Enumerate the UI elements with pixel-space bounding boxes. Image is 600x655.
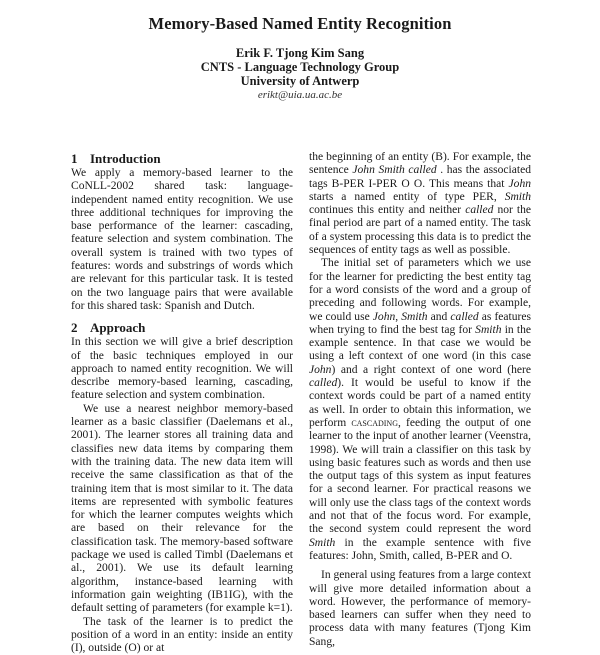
text-run: The initial set of parameters which we use for the learner for predicting the best entity tag for a word consists of the word and a group of preceding and following words. For example, we could use [309,257,531,322]
emphasis: Smith [475,324,501,336]
section-heading-approach [71,320,293,335]
author-email: erikt@uia.ua.ac.be [0,88,600,102]
section-heading-introduction [71,151,293,166]
text-run: the beginning of an entity (B). For example, the sentence [309,151,531,176]
text-run: in the example sentence. In that case we would be using a left context of one word (in this case [309,324,531,363]
approach-paragraph-1: In this section we will give a brief description of the basic techniques employed in our approach to named entity recognition. We will describe memory-based learning, cascading, feature selection and system combination. [71,336,293,402]
author-university: University of Antwerp [0,74,600,88]
text-run: and [428,311,451,323]
text-run: in the example sentence with five features: John, Smith, called, B-PER and O. [309,537,531,562]
text-run: as features when trying to find the best tag for [309,311,531,336]
section-number: 1 [71,151,90,166]
text-run: ) and a right context of one word (here [331,364,531,376]
author-block [0,46,600,102]
text-run: . has the associated tags B-PER I-PER O O. This means that [309,164,531,189]
approach-paragraph-2: We use a nearest neighbor memory-based learner as a basic classifier (Daelemans et al., 2001). The learner stores all training data and classifies new data items by comparing them with the training data. The new data item will receive the same classification as that of the training item that is most similar to it. The data items are represented with symbolic features for which the learner computes weights which are based on their relevance for the classification task. The memory-based software package we used is called Timbl (Daelemans et al., 2001). We use its default learning algorithm, instance-based learning with information gain weighting (IB1IG), with the default setting of parameters (for example k=1). [71,403,293,616]
emphasis: John [373,311,395,323]
context-paragraph: In general using features from a large context will give more detailed information about a word. However, the performance of memory-based learners can suffer when they need to process data with many features (Tjong Kim Sang, [309,569,531,649]
text-run: , [395,311,401,323]
text-run: continues this entity and neither [309,204,465,216]
emphasis: John [309,364,331,376]
emphasis: Smith [401,311,427,323]
small-caps-term: cascading [351,417,398,429]
right-column [309,151,531,649]
emphasis: John [509,178,531,190]
text-run: starts a named entity of type PER, [309,191,505,203]
author-group: CNTS - Language Technology Group [0,60,600,74]
emphasis: Smith [309,537,335,549]
emphasis: Smith [505,191,531,203]
parameters-paragraph [309,257,531,563]
approach-paragraph-3: The task of the learner is to predict the position of a word in an entity: inside an entity (I), outside (O) or at [71,616,293,655]
left-column [71,151,293,655]
intro-paragraph: We apply a memory-based learner to the CoNLL-2002 shared task: language-independent named entity recognition. We use three additional techniques for improving the base performance of the learner: cascading, feature selection and system combination. The overall system is trained with two types of features: words and substrings of words which are relevant for this particular task. It is tested on the two language pairs that were available for this shared task: Spanish and Dutch. [71,167,293,313]
emphasis: called [450,311,478,323]
paper-title: Memory-Based Named Entity Recognition [0,14,600,34]
emphasis: called [465,204,493,216]
section-number: 2 [71,320,90,335]
author-name: Erik F. Tjong Kim Sang [0,46,600,60]
section-title: Approach [90,320,145,335]
text-run: , feeding the output of one learner to the input of another learner (Veenstra, 1998). We will train a classifier on this task by using basic features such as words and then use the output tags of this system as input features for a second learner. For practical reasons we will only use the class tags of the context words and not that of the focus word. For example, the second system could represent the word [309,417,531,535]
text-run: nor the final period are part of a named entity. The task of a system processing this data is to predict the sequences of entity tags as well as possible. [309,204,531,256]
text-run: ). It would be useful to know if the context words could be part of a named entity as well. In order to obtain this information, we perform [309,377,531,429]
section-title: Introduction [90,151,161,166]
emphasis: called [309,377,337,389]
example-sentence: John Smith called [352,164,436,176]
tagging-paragraph [309,151,531,257]
